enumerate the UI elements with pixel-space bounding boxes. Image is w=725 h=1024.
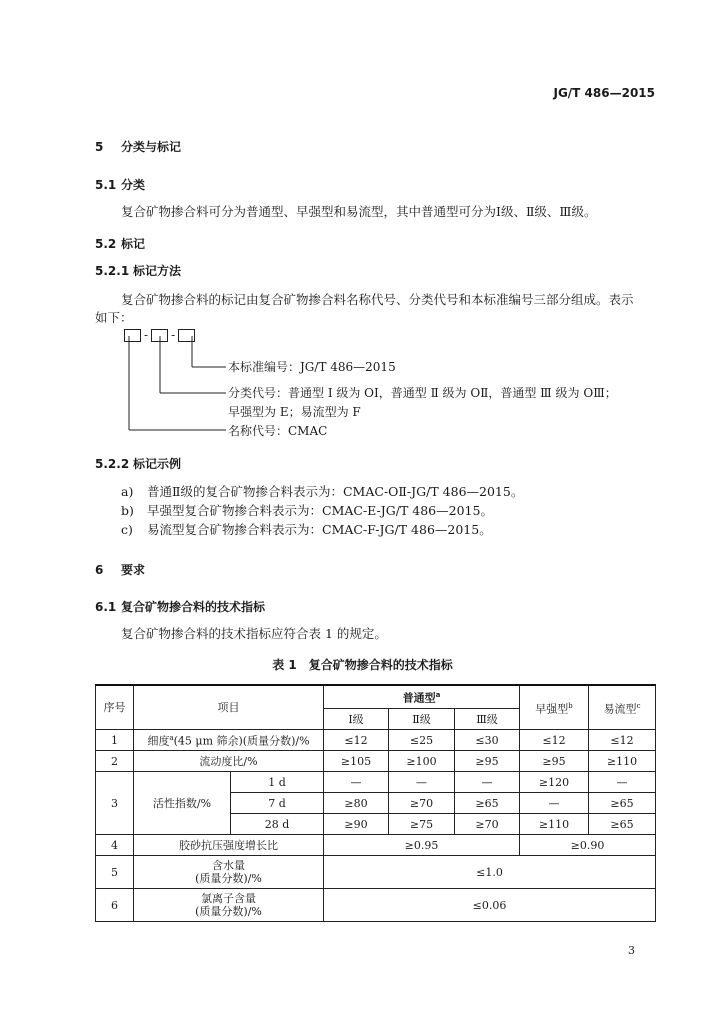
- header-seq: 序号: [96, 685, 134, 730]
- cell-age: 28 d: [231, 814, 324, 835]
- list-marker: a): [121, 484, 134, 499]
- cell-value: ≥0.90: [520, 835, 656, 856]
- table-row-strength-growth: [96, 835, 656, 856]
- section-number: 6.1: [95, 600, 117, 614]
- header-ordinary: [324, 685, 520, 709]
- heading-section-6-1: [95, 598, 265, 615]
- label-class-code-cont: 早强型为 E；易流型为 F: [228, 405, 361, 419]
- cell-value: ≥95: [455, 751, 520, 772]
- example-item: [121, 481, 523, 502]
- cell-value: —: [589, 772, 656, 793]
- cell-seq: 4: [96, 835, 134, 856]
- item-text: 细度: [147, 734, 170, 748]
- table-row-chloride: [96, 889, 656, 922]
- item-text: 氯离子含量: [201, 892, 256, 905]
- cell-item: 胶砂抗压强度增长比: [134, 835, 324, 856]
- header-ordinary-label: 普通型: [402, 691, 436, 705]
- section-title: 分类: [121, 178, 146, 192]
- example-text: 易流型复合矿物掺合料表示为：CMAC-F-JG/T 486—2015。: [147, 522, 492, 537]
- paragraph-requirements: 复合矿物掺合料的技术指标应符合表 1 的规定。: [121, 626, 387, 641]
- footnote-mark: a: [435, 691, 441, 700]
- label-name-code: 名称代号：CMAC: [228, 424, 328, 438]
- cell-seq: 5: [96, 856, 134, 889]
- cell-seq: 6: [96, 889, 134, 922]
- table-row-fineness: [96, 730, 656, 751]
- dash: -: [171, 328, 176, 342]
- cell-value: ≥65: [589, 793, 656, 814]
- cell-age: 1 d: [231, 772, 324, 793]
- page-number: 3: [628, 944, 635, 957]
- header-flow-label: 易流型: [603, 702, 637, 716]
- section-number: 6: [95, 563, 104, 577]
- heading-section-5-1: [95, 176, 145, 193]
- item-text: 含水量: [212, 859, 245, 872]
- cell-value: ≥110: [589, 751, 656, 772]
- section-title: 复合矿物掺合料的技术指标: [121, 600, 266, 614]
- cell-value: ≥120: [520, 772, 589, 793]
- list-marker: c): [121, 522, 133, 537]
- paragraph-classification: 复合矿物掺合料可分为普通型、早强型和易流型，其中普通型可分为Ⅰ级、Ⅱ级、Ⅲ级。: [121, 204, 597, 219]
- paragraph-marking-method: 复合矿物掺合料的标记由复合矿物掺合料名称代号、分类代号和本标准编号三部分组成。表示: [121, 292, 634, 307]
- cell-seq: 3: [96, 772, 134, 835]
- cell-item: [134, 889, 324, 922]
- cell-value: ≥65: [455, 793, 520, 814]
- cell-age: 7 d: [231, 793, 324, 814]
- example-item: [121, 500, 493, 521]
- heading-section-5-2-1: [95, 262, 181, 279]
- cell-value: ≥110: [520, 814, 589, 835]
- cell-value: ≤12: [324, 730, 389, 751]
- cell-value: ≥65: [589, 814, 656, 835]
- cell-value: ≤12: [589, 730, 656, 751]
- section-number: 5.2.2: [95, 457, 130, 471]
- example-item: [121, 519, 492, 540]
- marking-leader-lines: [120, 336, 230, 446]
- table-row-fluidity: [96, 751, 656, 772]
- section-title: 分类与标记: [121, 140, 182, 154]
- cell-seq: 2: [96, 751, 134, 772]
- header-item: 项目: [134, 685, 324, 730]
- section-title: 要求: [121, 563, 146, 577]
- cell-value: ≤1.0: [324, 856, 656, 889]
- cell-value: ≥105: [324, 751, 389, 772]
- header-grade-2: Ⅱ级: [389, 709, 455, 730]
- heading-section-5-2: [95, 235, 145, 252]
- section-number: 5.2: [95, 237, 117, 251]
- cell-seq: 1: [96, 730, 134, 751]
- section-number: 5.2.1: [95, 264, 130, 278]
- cell-value: —: [455, 772, 520, 793]
- footnote-mark: a: [169, 734, 174, 743]
- cell-value: ≥70: [389, 793, 455, 814]
- cell-value: ≤12: [520, 730, 589, 751]
- header-grade-1: Ⅰ级: [324, 709, 389, 730]
- table-row-activity-1d: [96, 772, 656, 793]
- label-standard-code: 本标准编号：JG/T 486—2015: [228, 360, 396, 374]
- cell-value: —: [324, 772, 389, 793]
- section-number: 5.1: [95, 178, 117, 192]
- label-class-code: 分类代号：普通型 Ⅰ 级为 OⅠ，普通型 Ⅱ 级为 OⅡ，普通型 Ⅲ 级为 OⅢ；: [228, 386, 617, 400]
- cell-value: ≥75: [389, 814, 455, 835]
- cell-value: ≤0.06: [324, 889, 656, 922]
- footnote-mark: b: [568, 701, 573, 710]
- section-number: 5: [95, 140, 104, 154]
- item-text: (质量分数)/%: [195, 905, 262, 918]
- dash: -: [144, 328, 149, 342]
- header-grade-3: Ⅲ级: [455, 709, 520, 730]
- item-text: (质量分数)/%: [195, 872, 262, 885]
- table-caption: 表 1 复合矿物掺合料的技术指标: [272, 658, 453, 672]
- example-text: 普通Ⅱ级的复合矿物掺合料表示为：CMAC-OⅡ-JG/T 486—2015。: [147, 484, 524, 499]
- header-flow: [589, 685, 656, 730]
- cell-value: ≥95: [520, 751, 589, 772]
- cell-value: —: [520, 793, 589, 814]
- cell-item: 流动度比/%: [134, 751, 324, 772]
- header-early: [520, 685, 589, 730]
- heading-section-5-2-2: [95, 455, 181, 472]
- table-row-moisture: [96, 856, 656, 889]
- example-text: 早强型复合矿物掺合料表示为：CMAC-E-JG/T 486—2015。: [147, 503, 493, 518]
- cell-value: ≥100: [389, 751, 455, 772]
- cell-item: [134, 730, 324, 751]
- paragraph-marking-method-cont: 如下：: [95, 310, 133, 325]
- cell-item: [134, 856, 324, 889]
- cell-value: ≥80: [324, 793, 389, 814]
- item-text: (45 μm 筛余)(质量分数)/%: [173, 734, 310, 748]
- footnote-mark: c: [636, 701, 641, 710]
- standard-number: JG/T 486—2015: [553, 86, 655, 100]
- section-title: 标记示例: [133, 457, 182, 471]
- cell-value: ≥70: [455, 814, 520, 835]
- heading-section-6: [95, 561, 145, 578]
- header-early-label: 早强型: [535, 702, 569, 716]
- section-title: 标记: [121, 237, 146, 251]
- section-title: 标记方法: [133, 264, 182, 278]
- cell-value: ≤30: [455, 730, 520, 751]
- cell-value: ≤25: [389, 730, 455, 751]
- technical-indicators-table: [95, 684, 656, 922]
- cell-value: ≥0.95: [324, 835, 520, 856]
- list-marker: b): [121, 503, 134, 518]
- cell-value: —: [389, 772, 455, 793]
- cell-item: 活性指数/%: [134, 772, 231, 835]
- heading-section-5: [95, 138, 181, 155]
- cell-value: ≥90: [324, 814, 389, 835]
